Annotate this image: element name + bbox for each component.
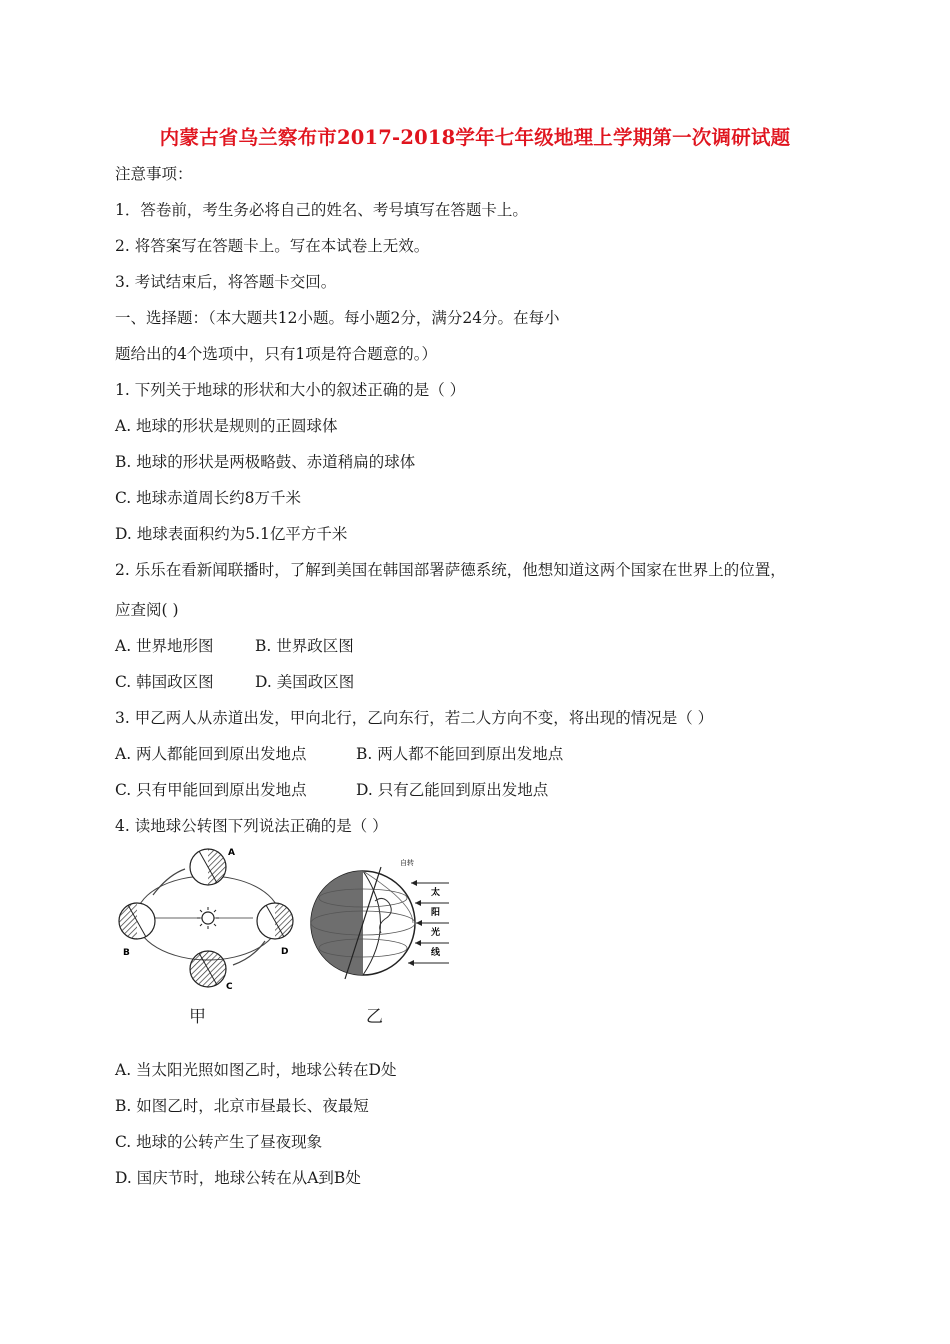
section-heading-line2: 题给出的4个选项中，只有1项是符合题意的。） <box>115 345 437 363</box>
question-1-option-b: B. 地球的形状是两极略鼓、赤道稍扁的球体 <box>115 453 416 471</box>
question-4-option-c: C. 地球的公转产生了昼夜现象 <box>115 1133 323 1151</box>
sun-rays-char-2: 阳 <box>431 908 441 918</box>
rotation-label: 自转 <box>400 859 414 867</box>
earth-position-a <box>190 848 235 885</box>
question-3-option-b: B. 两人都不能回到原出发地点 <box>356 745 564 763</box>
notice-item-2: 2. 将答案写在答题卡上。写在本试卷上无效。 <box>115 237 430 255</box>
question-2-option-d: D. 美国政区图 <box>255 673 355 691</box>
earth-position-c <box>190 951 233 992</box>
question-2-stem-line2: 应查阅( ) <box>115 601 179 619</box>
sunlight-globe-diagram <box>311 858 449 979</box>
question-3-options-row2 <box>115 780 548 800</box>
section-heading-line1: 一、选择题：（本大题共12小题。每小题2分，满分24分。在每小 <box>115 309 560 327</box>
question-2-option-c: C. 韩国政区图 <box>115 673 214 691</box>
question-4-option-d: D. 国庆节时，地球公转在从A到B处 <box>115 1169 361 1187</box>
document-title: 内蒙古省乌兰察布市2017-2018学年七年级地理上学期第一次调研试题 <box>159 126 791 149</box>
orbit-diagram <box>119 848 293 992</box>
question-3-options-row1 <box>115 744 563 764</box>
question-4-option-a: A. 当太阳光照如图乙时，地球公转在D处 <box>115 1061 397 1079</box>
figure-caption-right: 乙 <box>366 1007 383 1027</box>
label-b: B <box>123 948 130 958</box>
notice-heading: 注意事项： <box>115 165 193 183</box>
sun-rays-char-1: 太 <box>431 888 441 898</box>
earth-revolution-diagram <box>113 843 463 1023</box>
question-3-option-d: D. 只有乙能回到原出发地点 <box>356 781 549 799</box>
question-3-option-c: C. 只有甲能回到原出发地点 <box>115 781 307 799</box>
question-3-option-a: A. 两人都能回到原出发地点 <box>115 745 307 763</box>
figure-caption-left: 甲 <box>189 1007 206 1027</box>
label-a: A <box>228 848 235 858</box>
question-4-option-b: B. 如图乙时，北京市昼最长、夜最短 <box>115 1097 369 1115</box>
notice-item-3: 3. 考试结束后，将答题卡交回。 <box>115 273 337 291</box>
question-4-stem: 4. 读地球公转图下列说法正确的是（ ） <box>115 817 388 835</box>
label-d: D <box>281 947 289 957</box>
question-2-options-row1 <box>115 636 354 656</box>
question-1-option-d: D. 地球表面积约为5.1亿平方千米 <box>115 525 348 543</box>
question-1-option-c: C. 地球赤道周长约8万千米 <box>115 489 302 507</box>
earth-position-d <box>257 903 293 957</box>
question-2-options-row2 <box>115 672 354 692</box>
earth-position-b <box>119 903 155 958</box>
sun-rays-char-4: 线 <box>431 948 441 958</box>
question-1-option-a: A. 地球的形状是规则的正圆球体 <box>115 417 338 435</box>
question-1-stem: 1. 下列关于地球的形状和大小的叙述正确的是（ ） <box>115 381 466 399</box>
earth-revolution-figure <box>113 843 463 1027</box>
question-2-option-b: B. 世界政区图 <box>255 637 354 655</box>
question-2-option-a: A. 世界地形图 <box>115 637 214 655</box>
label-c: C <box>226 982 233 992</box>
question-3-stem: 3. 甲乙两人从赤道出发，甲向北行，乙向东行，若二人方向不变，将出现的情况是（ ） <box>115 709 714 727</box>
question-2-stem-line1: 2. 乐乐在看新闻联播时，了解到美国在韩国部署萨德系统，他想知道这两个国家在世界上的位置， <box>115 561 786 579</box>
notice-item-1: 1．答卷前，考生务必将自己的姓名、考号填写在答题卡上。 <box>115 201 528 219</box>
sun-rays-char-3: 光 <box>431 928 441 938</box>
